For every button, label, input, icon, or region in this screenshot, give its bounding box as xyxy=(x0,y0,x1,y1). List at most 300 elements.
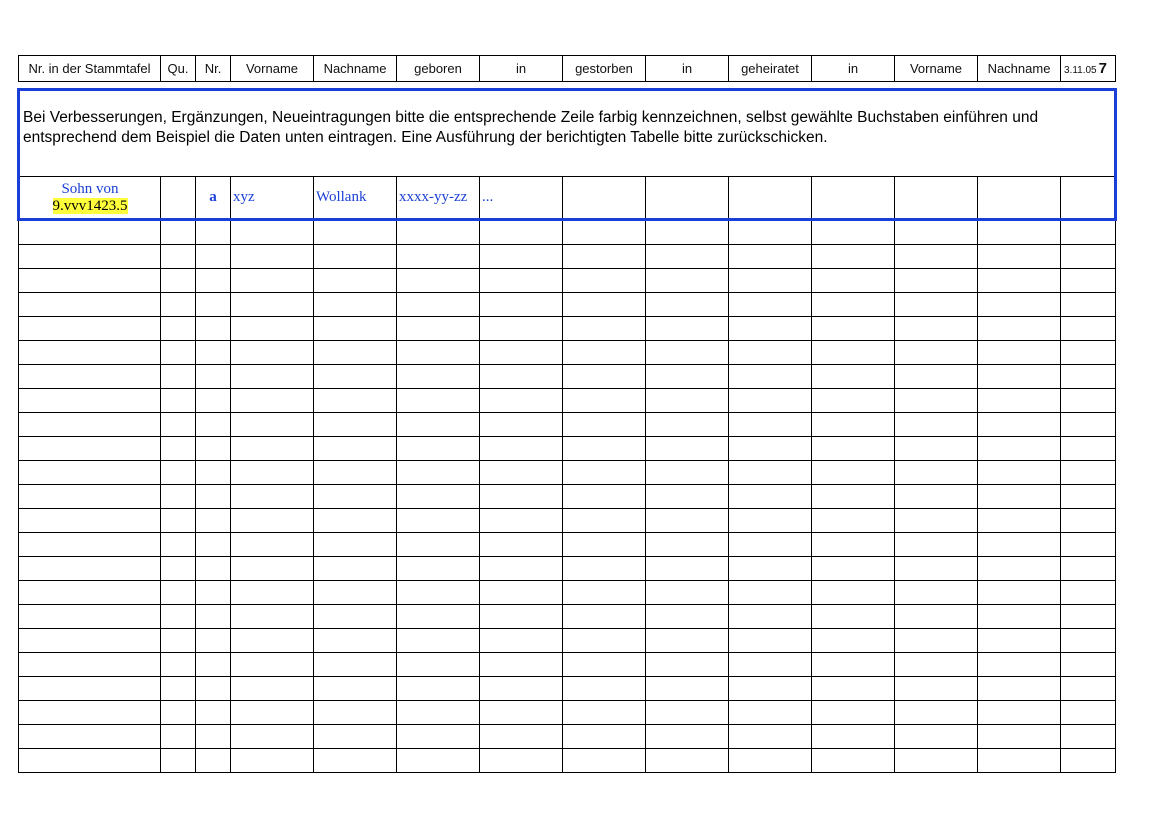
entry-cell xyxy=(314,269,397,293)
entry-cell xyxy=(231,269,314,293)
entry-cell xyxy=(314,701,397,725)
table-row xyxy=(19,389,1116,413)
entry-cell xyxy=(563,605,646,629)
entry-cell xyxy=(480,389,563,413)
entry-cell xyxy=(812,557,895,581)
col-header-geboren-in: in xyxy=(480,56,563,82)
col-header-partner-nachname: Nachname xyxy=(978,56,1061,82)
entry-cell xyxy=(480,365,563,389)
entry-cell xyxy=(480,461,563,485)
entry-cell xyxy=(231,653,314,677)
example-nr: a xyxy=(196,177,231,220)
entry-cell xyxy=(397,725,480,749)
entry-cell xyxy=(314,557,397,581)
date-cell xyxy=(1061,56,1116,82)
table-row xyxy=(19,341,1116,365)
entry-cell xyxy=(646,509,729,533)
entry-cell xyxy=(19,461,161,485)
entry-cell xyxy=(978,341,1061,365)
entry-cell xyxy=(397,389,480,413)
entry-cell xyxy=(1061,437,1116,461)
entry-cell xyxy=(563,341,646,365)
entry-cell xyxy=(161,653,196,677)
entry-cell xyxy=(1061,749,1116,773)
entry-cell xyxy=(19,269,161,293)
example-cell xyxy=(1061,177,1116,220)
example-qu xyxy=(161,177,196,220)
entry-cell xyxy=(314,220,397,245)
entry-cell xyxy=(646,701,729,725)
entry-cell xyxy=(646,629,729,653)
entry-cell xyxy=(196,485,231,509)
entry-cell xyxy=(978,701,1061,725)
col-header-geboren: geboren xyxy=(397,56,480,82)
entry-cell xyxy=(729,629,812,653)
entry-cell xyxy=(978,389,1061,413)
entry-cell xyxy=(563,653,646,677)
entry-cell xyxy=(480,269,563,293)
entry-cell xyxy=(480,557,563,581)
entry-cell xyxy=(563,245,646,269)
entry-cell xyxy=(19,317,161,341)
entry-cell xyxy=(196,437,231,461)
entry-cell xyxy=(314,629,397,653)
entry-cell xyxy=(480,581,563,605)
entry-cell xyxy=(231,413,314,437)
entry-cell xyxy=(231,341,314,365)
entry-cell xyxy=(1061,461,1116,485)
entry-cell xyxy=(729,653,812,677)
entry-cell xyxy=(812,725,895,749)
entry-cell xyxy=(729,581,812,605)
entry-cell xyxy=(196,557,231,581)
entry-cell xyxy=(231,533,314,557)
entry-cell xyxy=(895,605,978,629)
entry-cell xyxy=(895,677,978,701)
table-row xyxy=(19,581,1116,605)
entry-cell xyxy=(646,725,729,749)
entry-cell xyxy=(1061,653,1116,677)
entry-cell xyxy=(19,653,161,677)
entry-cell xyxy=(161,485,196,509)
entry-cell xyxy=(196,461,231,485)
entry-cell xyxy=(895,557,978,581)
entry-cell xyxy=(397,509,480,533)
entry-cell xyxy=(812,389,895,413)
entry-cell xyxy=(314,725,397,749)
entry-cell xyxy=(1061,365,1116,389)
entry-cell xyxy=(812,629,895,653)
entry-cell xyxy=(161,677,196,701)
entry-cell xyxy=(19,293,161,317)
entry-cell xyxy=(19,220,161,245)
entry-cell xyxy=(231,437,314,461)
entry-cell xyxy=(397,485,480,509)
form-table xyxy=(17,55,1117,773)
entry-cell xyxy=(563,269,646,293)
entry-cell xyxy=(895,317,978,341)
entry-cell xyxy=(646,341,729,365)
entry-cell xyxy=(895,533,978,557)
entry-cell xyxy=(231,461,314,485)
table-row xyxy=(19,557,1116,581)
entry-cell xyxy=(978,269,1061,293)
entry-cell xyxy=(978,293,1061,317)
genealogy-form xyxy=(17,55,1112,773)
entry-cell xyxy=(729,437,812,461)
entry-cell xyxy=(646,293,729,317)
entry-cell xyxy=(1061,293,1116,317)
entry-cell xyxy=(978,677,1061,701)
entry-cell xyxy=(812,245,895,269)
entry-cell xyxy=(196,389,231,413)
entry-cell xyxy=(196,365,231,389)
entry-cell xyxy=(161,725,196,749)
entry-cell xyxy=(480,220,563,245)
entry-cell xyxy=(1061,725,1116,749)
entry-cell xyxy=(231,557,314,581)
entry-cell xyxy=(1061,220,1116,245)
entry-cell xyxy=(978,461,1061,485)
entry-cell xyxy=(563,293,646,317)
entry-cell xyxy=(563,677,646,701)
entry-cell xyxy=(812,365,895,389)
entry-cell xyxy=(19,245,161,269)
entry-cell xyxy=(978,725,1061,749)
entry-cell xyxy=(161,605,196,629)
entry-cell xyxy=(397,749,480,773)
entry-cell xyxy=(978,437,1061,461)
example-stammtafel xyxy=(19,177,161,220)
entry-cell xyxy=(729,317,812,341)
entry-cell xyxy=(1061,269,1116,293)
entry-cell xyxy=(646,389,729,413)
entry-cell xyxy=(397,269,480,293)
entry-cell xyxy=(646,749,729,773)
entry-cell xyxy=(161,293,196,317)
entry-cell xyxy=(812,437,895,461)
entry-cell xyxy=(231,293,314,317)
entry-cell xyxy=(231,725,314,749)
entry-cell xyxy=(978,533,1061,557)
entry-cell xyxy=(19,629,161,653)
entry-cell xyxy=(812,533,895,557)
entry-cell xyxy=(19,605,161,629)
entry-cell xyxy=(161,581,196,605)
entry-cell xyxy=(646,461,729,485)
entry-cell xyxy=(397,220,480,245)
entry-cell xyxy=(646,437,729,461)
entry-cell xyxy=(231,509,314,533)
entry-cell xyxy=(563,581,646,605)
entry-cell xyxy=(397,461,480,485)
entry-cell xyxy=(563,365,646,389)
entry-cell xyxy=(161,749,196,773)
entry-cell xyxy=(231,629,314,653)
entry-cell xyxy=(314,365,397,389)
entry-cell xyxy=(895,220,978,245)
example-sohn-von: Sohn von xyxy=(61,180,119,197)
entry-cell xyxy=(314,389,397,413)
entry-cell xyxy=(978,653,1061,677)
entry-cell xyxy=(19,437,161,461)
entry-cell xyxy=(563,629,646,653)
table-row xyxy=(19,365,1116,389)
entry-cell xyxy=(397,437,480,461)
entry-cell xyxy=(1061,317,1116,341)
entry-cell xyxy=(729,701,812,725)
entry-cell xyxy=(161,509,196,533)
entry-cell xyxy=(19,413,161,437)
example-cell xyxy=(646,177,729,220)
entry-cell xyxy=(314,533,397,557)
entry-cell xyxy=(1061,581,1116,605)
entry-cell xyxy=(646,220,729,245)
entry-cell xyxy=(161,341,196,365)
entry-cell xyxy=(729,509,812,533)
entry-cell xyxy=(480,245,563,269)
entry-cell xyxy=(978,365,1061,389)
entry-cell xyxy=(812,341,895,365)
entry-cell xyxy=(161,413,196,437)
entry-cell xyxy=(314,413,397,437)
entry-cell xyxy=(196,317,231,341)
entry-cell xyxy=(978,557,1061,581)
entry-cell xyxy=(161,365,196,389)
entry-cell xyxy=(812,677,895,701)
entry-cell xyxy=(646,581,729,605)
entry-cell xyxy=(895,437,978,461)
table-row xyxy=(19,677,1116,701)
entry-cell xyxy=(895,509,978,533)
entry-cell xyxy=(19,749,161,773)
entry-cell xyxy=(812,461,895,485)
entry-cell xyxy=(480,533,563,557)
table-row xyxy=(19,701,1116,725)
entry-cell xyxy=(895,581,978,605)
entry-cell xyxy=(480,701,563,725)
entry-cell xyxy=(978,317,1061,341)
entry-cell xyxy=(19,701,161,725)
entry-cell xyxy=(563,701,646,725)
entry-cell xyxy=(231,605,314,629)
example-vorname: xyz xyxy=(231,177,314,220)
example-cell xyxy=(729,177,812,220)
table-row xyxy=(19,437,1116,461)
entry-cell xyxy=(1061,245,1116,269)
entry-cell xyxy=(397,701,480,725)
entry-cell xyxy=(397,317,480,341)
entry-cell xyxy=(812,220,895,245)
entry-cell xyxy=(646,557,729,581)
entry-cell xyxy=(978,629,1061,653)
entry-cell xyxy=(161,629,196,653)
entry-cell xyxy=(314,581,397,605)
entry-cell xyxy=(480,341,563,365)
entry-cell xyxy=(1061,677,1116,701)
table-row xyxy=(19,509,1116,533)
entry-cell xyxy=(895,293,978,317)
entry-cell xyxy=(231,485,314,509)
entry-cell xyxy=(19,341,161,365)
entry-cell xyxy=(729,389,812,413)
entry-cell xyxy=(812,269,895,293)
date-label: 3.11.05 xyxy=(1064,65,1097,76)
entry-cell xyxy=(19,365,161,389)
entry-cell xyxy=(397,533,480,557)
col-header-qu: Qu. xyxy=(161,56,196,82)
table-row xyxy=(19,629,1116,653)
entry-cell xyxy=(161,389,196,413)
entry-cell xyxy=(563,461,646,485)
entry-cell xyxy=(1061,533,1116,557)
entry-cell xyxy=(480,653,563,677)
entry-cell xyxy=(19,557,161,581)
entry-cell xyxy=(480,749,563,773)
entry-cell xyxy=(812,413,895,437)
entry-cell xyxy=(231,701,314,725)
entry-cell xyxy=(161,269,196,293)
entry-cell xyxy=(729,749,812,773)
entry-cell xyxy=(729,557,812,581)
entry-cell xyxy=(480,485,563,509)
entry-cell xyxy=(812,509,895,533)
entry-cell xyxy=(646,653,729,677)
entry-cell xyxy=(978,605,1061,629)
entry-cell xyxy=(895,653,978,677)
entry-cell xyxy=(480,509,563,533)
entry-cell xyxy=(397,341,480,365)
entry-cell xyxy=(812,701,895,725)
entry-cell xyxy=(978,485,1061,509)
table-row xyxy=(19,605,1116,629)
entry-cell xyxy=(729,413,812,437)
entry-cell xyxy=(314,317,397,341)
entry-cell xyxy=(314,677,397,701)
entry-cell xyxy=(196,725,231,749)
entry-cell xyxy=(19,725,161,749)
col-header-nr: Nr. xyxy=(196,56,231,82)
entry-cell xyxy=(563,317,646,341)
entry-cell xyxy=(895,461,978,485)
table-row xyxy=(19,245,1116,269)
entry-cell xyxy=(895,245,978,269)
entry-cell xyxy=(895,269,978,293)
entry-cell xyxy=(895,701,978,725)
example-nachname: Wollank xyxy=(314,177,397,220)
entry-cell xyxy=(397,557,480,581)
entry-cell xyxy=(196,533,231,557)
entry-cell xyxy=(1061,485,1116,509)
entry-cell xyxy=(196,245,231,269)
entry-cell xyxy=(812,749,895,773)
entry-cell xyxy=(480,437,563,461)
entry-cell xyxy=(563,413,646,437)
table-row xyxy=(19,653,1116,677)
entry-cell xyxy=(895,365,978,389)
entry-cell xyxy=(978,509,1061,533)
entry-cell xyxy=(978,581,1061,605)
entry-cell xyxy=(314,749,397,773)
entry-cell xyxy=(314,461,397,485)
page-number: 7 xyxy=(1098,60,1107,77)
entry-cell xyxy=(646,533,729,557)
instruction-text: Bei Verbesserungen, Ergänzungen, Neueintragungen bitte die entsprechende Zeile farbig kennzeichnen, selbst gewählte Buchstaben einführen und entsprechend dem Beispiel die Daten unten eintragen. Eine Ausführung der berichtigten Tabelle bitte zurückschicken. xyxy=(19,90,1116,177)
entry-cell xyxy=(563,509,646,533)
entry-cell xyxy=(646,677,729,701)
entry-cell xyxy=(397,245,480,269)
entry-cell xyxy=(1061,629,1116,653)
entry-cell xyxy=(895,725,978,749)
entry-cell xyxy=(480,317,563,341)
entry-cell xyxy=(397,365,480,389)
entry-cell xyxy=(563,533,646,557)
entry-cell xyxy=(196,293,231,317)
entry-cell xyxy=(895,413,978,437)
entry-cell xyxy=(646,245,729,269)
entry-cell xyxy=(196,605,231,629)
entry-cell xyxy=(161,701,196,725)
entry-cell xyxy=(314,341,397,365)
entry-cell xyxy=(812,485,895,509)
col-header-vorname: Vorname xyxy=(231,56,314,82)
header-row xyxy=(19,56,1116,82)
example-cell xyxy=(563,177,646,220)
table-row xyxy=(19,533,1116,557)
entry-cell xyxy=(1061,557,1116,581)
entry-cell xyxy=(978,413,1061,437)
entry-cell xyxy=(978,220,1061,245)
entry-cell xyxy=(563,389,646,413)
entry-cell xyxy=(161,437,196,461)
entry-cell xyxy=(196,413,231,437)
entry-cell xyxy=(563,485,646,509)
entry-cell xyxy=(19,389,161,413)
entry-cell xyxy=(646,413,729,437)
entry-cell xyxy=(480,413,563,437)
col-header-gestorben: gestorben xyxy=(563,56,646,82)
entry-cell xyxy=(196,341,231,365)
entry-cell xyxy=(729,533,812,557)
entry-cell xyxy=(480,629,563,653)
entry-cell xyxy=(563,749,646,773)
table-row xyxy=(19,293,1116,317)
entry-cell xyxy=(231,389,314,413)
entry-cell xyxy=(19,581,161,605)
entry-cell xyxy=(480,725,563,749)
example-stammtafel-number: 9.vvv1423.5 xyxy=(52,197,128,214)
entry-cell xyxy=(729,677,812,701)
entry-cell xyxy=(161,533,196,557)
entry-cell xyxy=(196,701,231,725)
entry-cell xyxy=(563,557,646,581)
spacer xyxy=(19,82,1116,90)
entry-cell xyxy=(1061,413,1116,437)
entry-cell xyxy=(1061,605,1116,629)
entry-cell xyxy=(895,485,978,509)
entry-cell xyxy=(895,389,978,413)
entry-cell xyxy=(397,581,480,605)
entry-cell xyxy=(729,269,812,293)
entry-cell xyxy=(563,220,646,245)
entry-cell xyxy=(231,317,314,341)
table-row xyxy=(19,269,1116,293)
entry-cell xyxy=(729,245,812,269)
example-cell xyxy=(978,177,1061,220)
entry-cell xyxy=(314,653,397,677)
entry-cell xyxy=(161,220,196,245)
table-row xyxy=(19,725,1116,749)
